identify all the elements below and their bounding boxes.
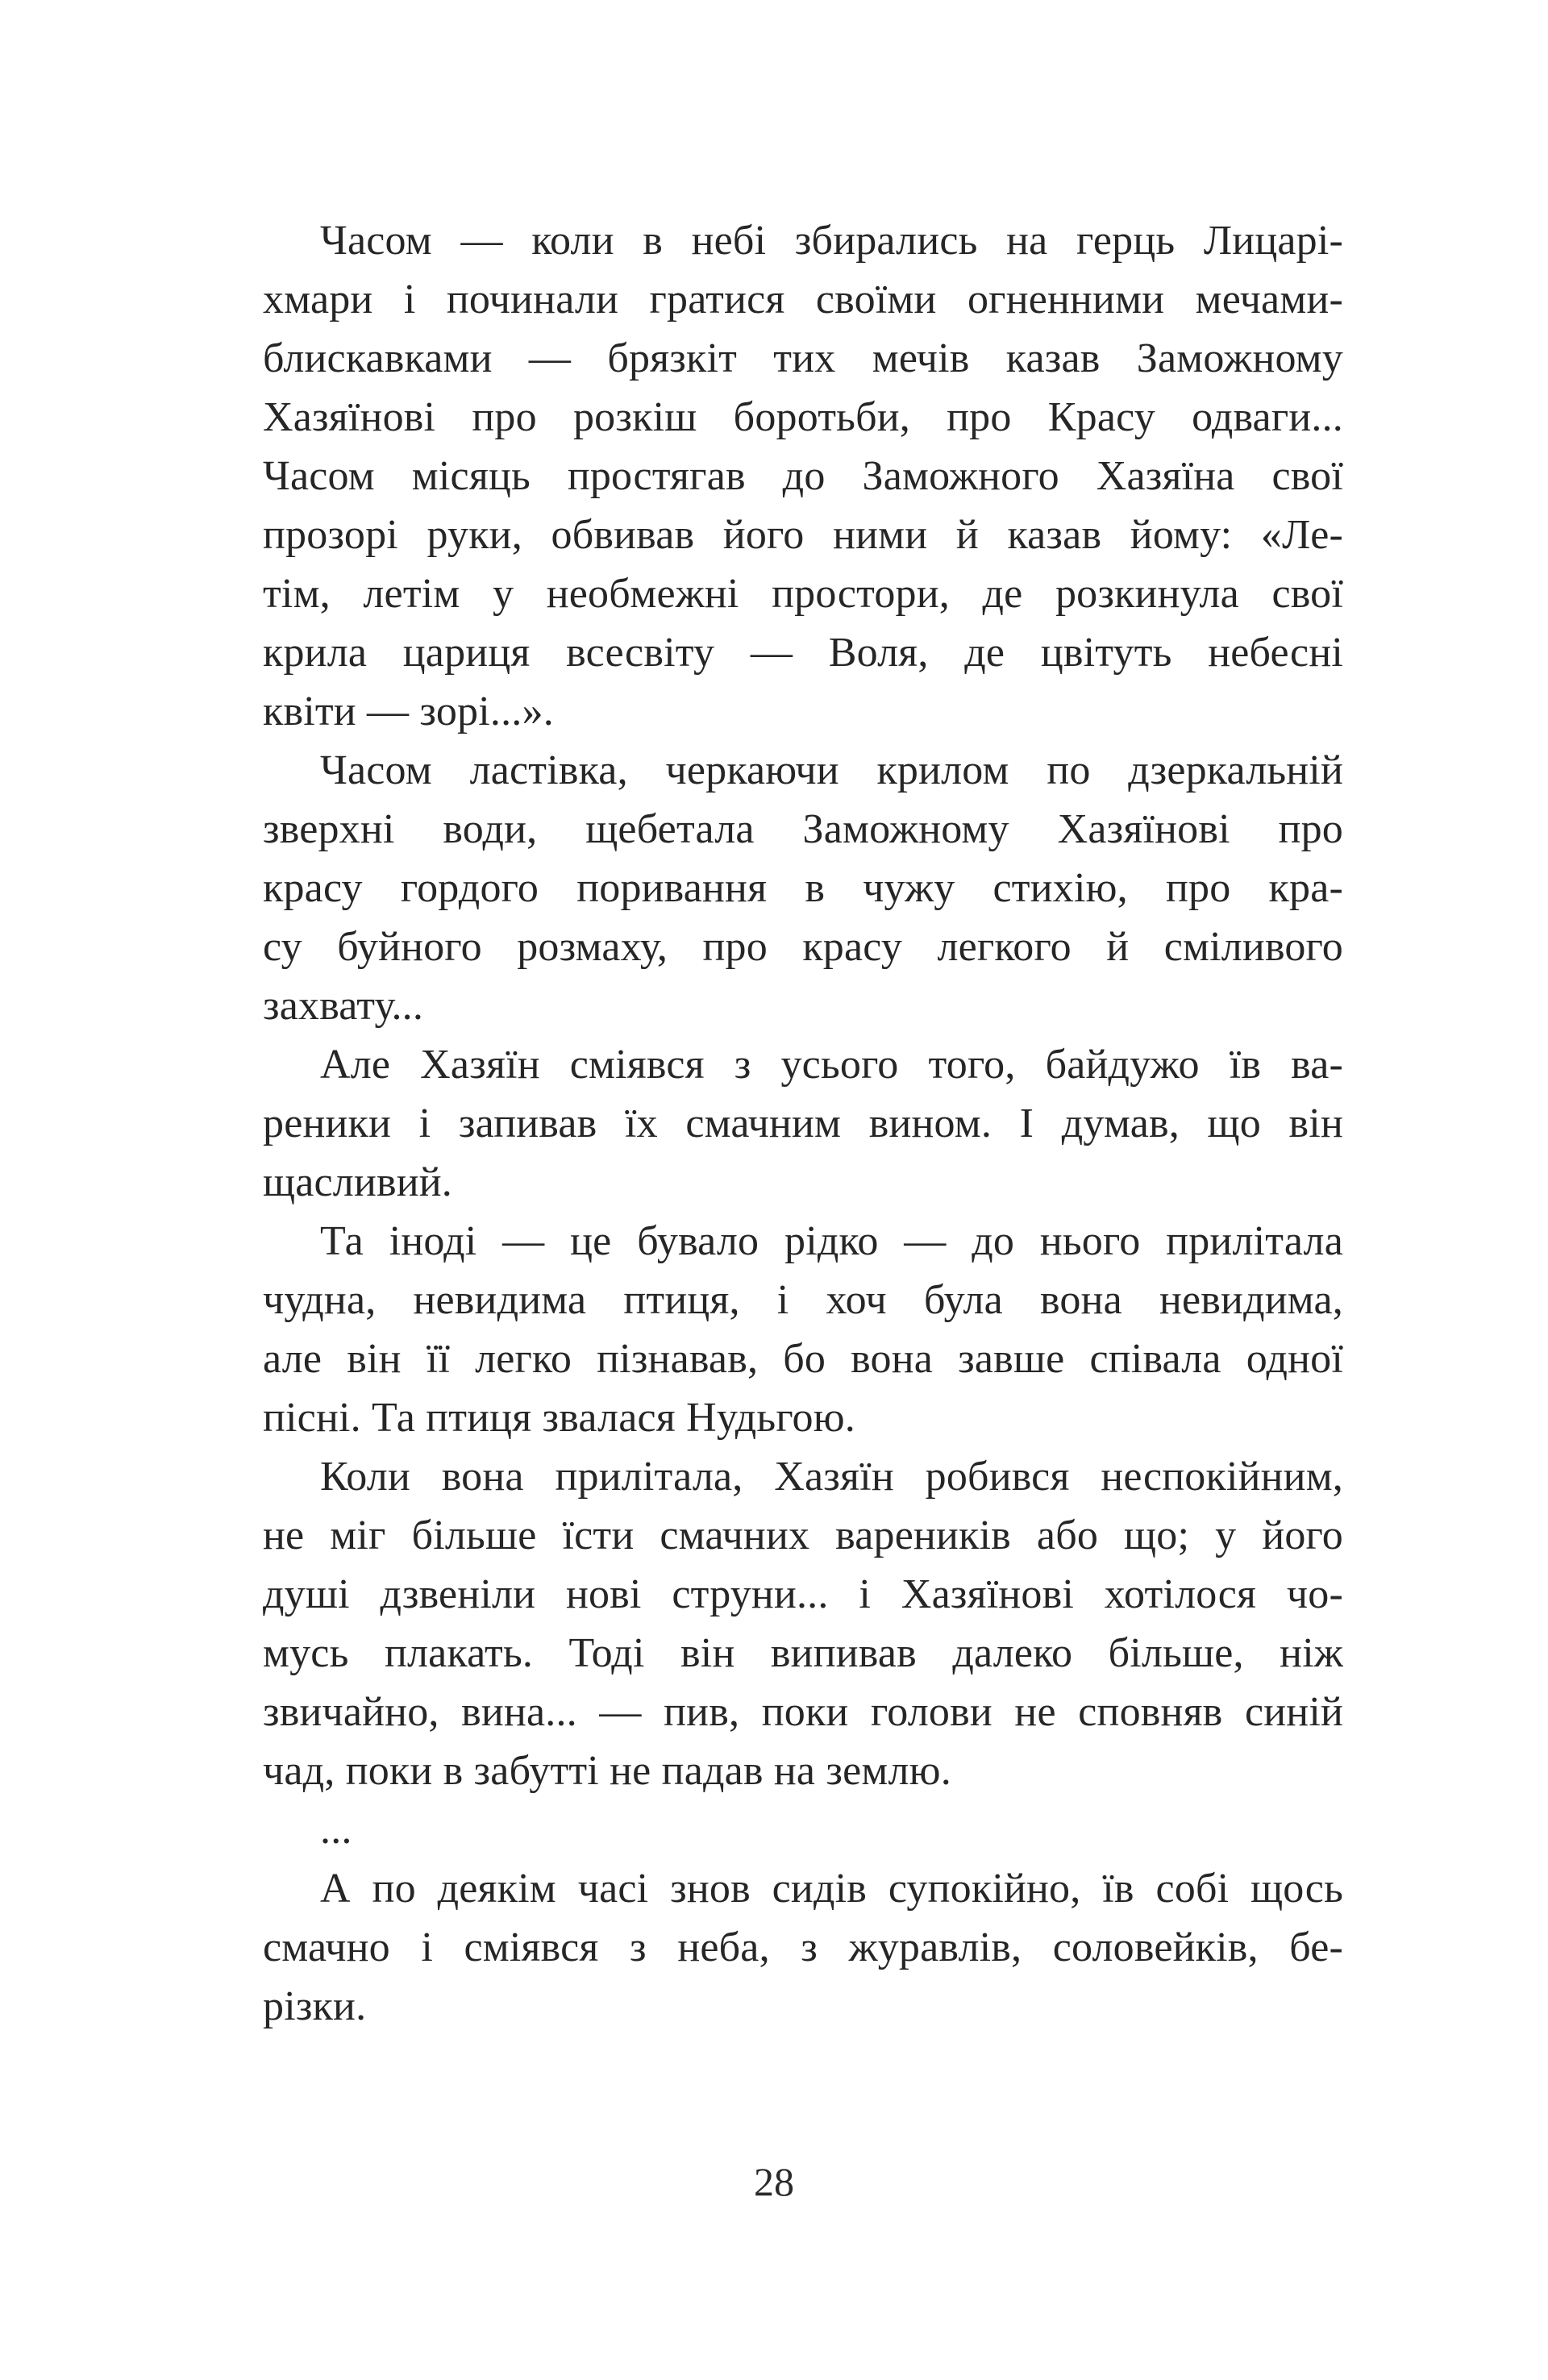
text-line: щасливий. xyxy=(263,1159,452,1205)
text-line: Та іноді — це бувало рідко — до нього прилітала xyxy=(320,1218,1343,1264)
text-line: звичайно, вина... — пив, поки голови не сповняв синій xyxy=(263,1689,1343,1735)
text-line: А по деякім часі знов сидів супокійно, їв собі щось xyxy=(320,1866,1343,1912)
text-line: Коли вона прилітала, Хазяїн робився неспокійним, xyxy=(320,1454,1343,1500)
text-line: су буйного розмаху, про красу легкого й сміливого xyxy=(263,924,1343,970)
text-line: захвату... xyxy=(263,983,424,1029)
paragraph-1 xyxy=(263,211,1343,741)
text-line: смачно і сміявся з неба, з журавлів, соловейків, бе- xyxy=(263,1924,1343,1970)
text-line: ... xyxy=(320,1807,352,1853)
text-line: Часом ластівка, черкаючи крилом по дзеркальній xyxy=(320,747,1343,793)
text-line: душі дзвеніли нові струни... і Хазяїнові хотілося чо- xyxy=(263,1571,1343,1617)
paragraph-3 xyxy=(263,1035,1343,1212)
text-line: реники і запивав їх смачним вином. І думав, що він xyxy=(263,1101,1343,1146)
text-line: але він її легко пізнавав, бо вона завше співала одної xyxy=(263,1336,1343,1382)
text-line: різки. xyxy=(263,1983,367,2029)
text-line: Але Хазяїн сміявся з усього того, байдужо їв ва- xyxy=(320,1042,1343,1088)
page-number: 28 xyxy=(754,2159,794,2204)
text-line: Хазяїнові про розкіш боротьби, про Красу одваги... xyxy=(263,394,1343,440)
text-line: не міг більше їсти смачних вареників або що; у його xyxy=(263,1512,1343,1558)
text-line: крила цариця всесвіту — Воля, де цвітуть небесні xyxy=(263,630,1343,676)
text-line: красу гордого поривання в чужу стихію, про кра- xyxy=(263,865,1343,911)
body-text xyxy=(263,211,1343,2036)
paragraph-5 xyxy=(263,1447,1343,1800)
ellipsis-separator xyxy=(263,1800,1343,1859)
text-line: тім, летім у необмежні простори, де розкинула свої xyxy=(263,571,1343,617)
text-line: зверхні води, щебетала Заможному Хазяїнові про xyxy=(263,806,1343,852)
text-line: чудна, невидима птиця, і хоч була вона невидима, xyxy=(263,1277,1343,1323)
text-line: Часом — коли в небі збирались на герць Лицарі- xyxy=(320,218,1343,264)
text-line: квіти — зорі...». xyxy=(263,689,554,734)
text-line: мусь плакать. Тоді він випивав далеко більше, ніж xyxy=(263,1630,1343,1676)
text-line: чад, поки в забутті не падав на землю. xyxy=(263,1748,951,1794)
paragraph-4 xyxy=(263,1212,1343,1447)
text-line: прозорі руки, обвивав його ними й казав йому: «Ле- xyxy=(263,512,1343,558)
text-line: блискавками — брязкіт тих мечів казав Заможному xyxy=(263,335,1343,381)
text-line: Часом місяць простягав до Заможного Хазяїна свої xyxy=(263,453,1343,499)
paragraph-6 xyxy=(263,1859,1343,2036)
text-line: пісні. Та птиця звалася Нудьгою. xyxy=(263,1395,856,1441)
text-line: хмари і починали гратися своїми огненними мечами- xyxy=(263,277,1343,322)
paragraph-2 xyxy=(263,741,1343,1035)
